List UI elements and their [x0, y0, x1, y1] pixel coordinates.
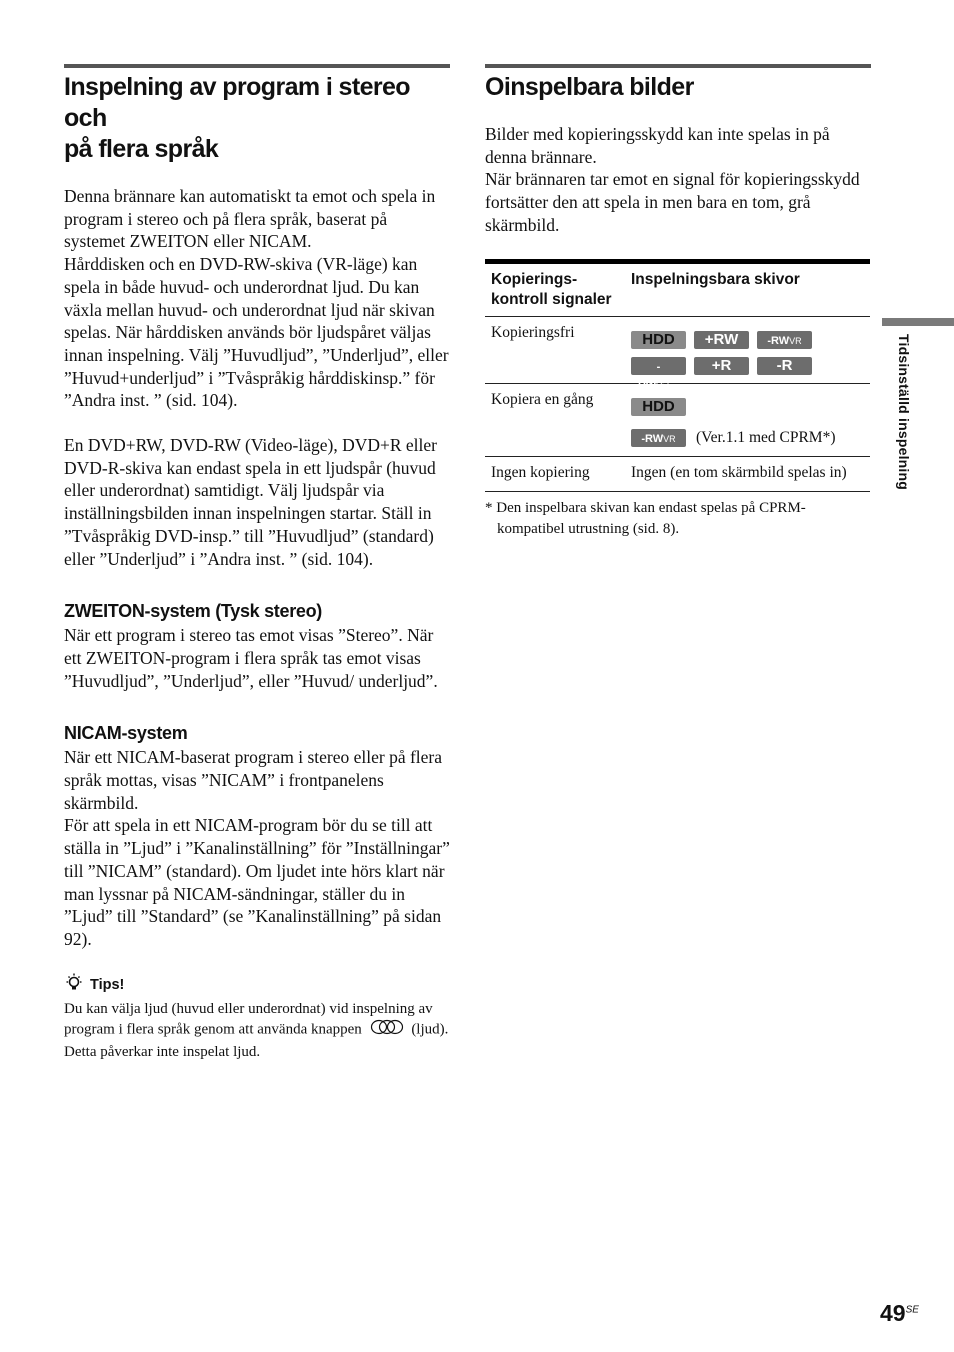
- column-header-media: Inspelningsbara skivor: [631, 270, 800, 288]
- paragraph: Bilder med kopieringsskydd kan inte spelas in på denna brännare.: [485, 124, 830, 167]
- minus-rw-vr-badge: -RWVR: [757, 331, 812, 349]
- paragraph: När ett NICAM-baserat program i stereo eller på flera språk mottas, visas ”NICAM” i frontpanelens skärmbild.: [64, 747, 443, 813]
- chapter-label: Tidsinställd inspelning: [896, 334, 912, 491]
- plus-rw-badge: +RW: [694, 331, 749, 349]
- table-row: [485, 316, 870, 383]
- sound-button-icon: [370, 1019, 404, 1042]
- left-column: [64, 64, 450, 1062]
- subheading-zweiton: ZWEITON-system (Tysk stereo): [64, 601, 323, 622]
- lightbulb-icon: [64, 973, 84, 997]
- paragraph: En DVD+RW, DVD-RW (Video-läge), DVD+R eller DVD-R-skiva kan endast spela in ett ljudspår (huvud eller underordnat) samtidigt. Välj ljudspår via inställningsbilden innan inspelningen startar. Ställ in ”Tvåspråkig DVD-insp.” till ”Huvudljud” (standard) eller ”Underljud” i ”Andra inst. ” (sid. 104).: [64, 435, 438, 569]
- hdd-badge: HDD: [631, 398, 686, 416]
- minus-r-badge: -R: [757, 357, 812, 375]
- column-header-signals: Kopierings-kontroll signaler: [491, 270, 612, 308]
- paragraph: Denna brännare kan automatiskt ta emot och spela in program i stereo och på flera språk, baserat på systemet ZWEITON eller NICAM.: [64, 186, 436, 252]
- hdd-badge: HDD: [631, 331, 686, 349]
- tips-label: Tips!: [90, 976, 125, 993]
- table-row: [485, 456, 870, 491]
- media-cell: [625, 316, 870, 392]
- chapter-tab-bar: [882, 318, 954, 326]
- section-title: Oinspelbara bilder: [485, 73, 694, 101]
- tips-text: Du kan välja ljud (huvud eller underordnat) vid inspelning av program i flera språk genom att använda knappen (ljud). Detta påverkar inte inspelat ljud.: [64, 1000, 449, 1060]
- signal-cell: Kopieringsfri: [491, 323, 575, 341]
- paragraph: För att spela in ett NICAM-program bör du se till att ställa in ”Ljud” i ”Kanalinställning” för ”Inställningar” till ”NICAM” (standard). Om ljudet inte hörs klart när man lyssnar på NICAM-sändningar, ställer du in ”Ljud” till ”Standard” (se ”Kanalinställning” på sidan 92).: [64, 815, 450, 949]
- paragraph: Hårddisken och en DVD-RW-skiva (VR-läge) kan spela in både huvud- och underordnat ljud. Du kan växla mellan huvud- och underordnat ljud när skivan spelas. När hårddisken används bör ljudspåret väljas innan inspelning. Välj ”Huvudljud”, ”Underljud”, eller ”Huvud+underljud” i ”Tvåspråkig hårddiskinsp.” för ”Andra inst. ” (sid. 104).: [64, 254, 449, 411]
- media-cell: Ingen (en tom skärmbild spelas in): [631, 463, 847, 481]
- section-title-line1: Inspelning av program i stereo och: [64, 73, 410, 132]
- table-header-row: [485, 261, 870, 316]
- section-title: [64, 72, 450, 165]
- copy-control-table: [485, 259, 870, 492]
- signal-cell: Kopiera en gång: [491, 390, 594, 408]
- version-note: (Ver.1.1 med CPRM*): [696, 428, 836, 446]
- media-badges: [631, 330, 864, 392]
- minus-rw-video-badge: -RWVideo: [631, 357, 686, 375]
- section-title-line2: på flera språk: [64, 135, 219, 163]
- plus-r-badge: +R: [694, 357, 749, 375]
- subheading-nicam: NICAM-system: [64, 723, 188, 744]
- signal-cell: Ingen kopiering: [491, 463, 590, 481]
- right-column: [485, 64, 871, 540]
- section-rule: [485, 64, 871, 68]
- section-rule: [64, 64, 450, 68]
- paragraph: När brännaren tar emot en signal för kopieringsskydd fortsätter den att spela in men bara en tom, grå skärmbild.: [485, 169, 860, 235]
- page-number: $49^{SE}$: [880, 1300, 919, 1326]
- paragraph: När ett program i stereo tas emot visas ”Stereo”. När ett ZWEITON-program i flera språk tas emot visas ”Huvudljud”, ”Underljud”, eller ”Huvud/ underljud”.: [64, 625, 438, 691]
- minus-rw-vr-badge: -RWVR: [631, 429, 686, 447]
- footnote: * Den inspelbara skivan kan endast spelas på CPRM-kompatibel utrustning (sid. 8).: [485, 499, 806, 537]
- tips-heading: [64, 973, 450, 997]
